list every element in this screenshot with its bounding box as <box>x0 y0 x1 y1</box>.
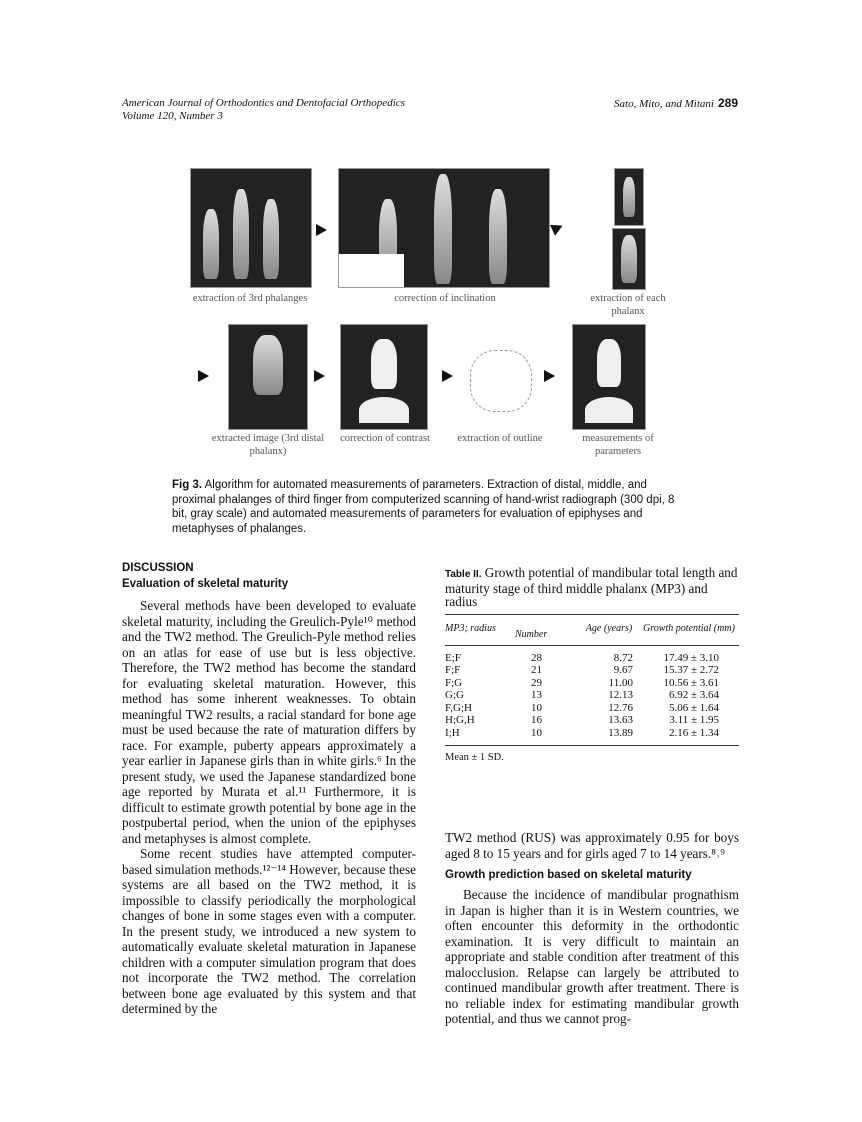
section-heading: DISCUSSION <box>122 562 194 574</box>
subsection-heading: Evaluation of skeletal maturity <box>122 578 289 590</box>
journal-title: American Journal of Orthodontics and Dentofacial Orthopedics <box>122 97 405 109</box>
figure-panel-phalanges <box>190 168 312 288</box>
figure-label: extracted image (3rd distal phalanx) <box>211 433 325 457</box>
table-cell: 5.06 ± 1.64 <box>668 701 719 714</box>
figure-panel-extracted <box>228 324 308 430</box>
journal-volume: Volume 120, Number 3 <box>122 110 223 122</box>
col-header: Number <box>515 628 548 640</box>
figure-label: extraction of each phalanx <box>590 293 666 317</box>
table-ii <box>445 566 739 763</box>
table-cell: F;G <box>445 676 463 689</box>
left-column <box>122 560 416 1017</box>
table-cell: 13.63 <box>608 714 633 726</box>
paragraph: Several methods have been developed to evaluate skeletal maturity, including the Greulich-Pyle¹⁰ method and the TW2 method. The Greulich-Pyle method relies on an atlas for ease of use but is less objective. Therefore, the TW2 method has become the standard for evaluating skeletal maturation. However, this method has some inherent weaknesses. To obtain meaningful TW2 results, a racial standard for bone age must be used because the rate of maturation differs by race. For example, puberty appears approximately a year earlier in Japanese girls than in white girls.⁶ In the present study, we used the Japanese standardized bone age reported by Murata et al.¹¹ Furthermore, it is difficult to estimate growth potential by bone age in the postpubertal period, when the union of the epiphyses and metaphyses is almost complete. <box>122 598 416 846</box>
table-cell: H;G,H <box>445 714 475 726</box>
figure-caption <box>172 478 692 536</box>
table-cell: F,G;H <box>445 701 472 714</box>
figure-panel-contrast <box>340 324 428 430</box>
arrow-icon <box>442 370 453 382</box>
table-cell: 10 <box>531 701 542 714</box>
table-row <box>445 664 739 677</box>
arrow-icon <box>314 370 325 382</box>
figure-outline <box>470 350 532 412</box>
authors: Sato, Mito, and Mitani <box>614 98 714 110</box>
table-cell: 8.72 <box>613 651 633 664</box>
table-cell: 6.92 ± 3.64 <box>668 689 719 701</box>
table-cell: E;F <box>445 651 461 664</box>
table-cell: 10 <box>531 726 542 739</box>
table-cell: 13.89 <box>608 726 633 739</box>
arrow-icon <box>198 370 209 382</box>
table-cell: 11.00 <box>608 676 633 689</box>
arrow-icon <box>550 220 565 236</box>
arrow-icon <box>544 370 555 382</box>
table-cell: G;G <box>445 689 464 701</box>
figure-caption-text: Algorithm for automated measurements of parameters. Extraction of distal, middle, and proximal phalanges of third finger from computerized scanning of hand-wrist radiograph (300 dpi, 8 bit, gray scale) and automated measurements of parameters for evaluation of epiphyses and metaphyses of phalanges. <box>172 479 675 535</box>
figure-label: correction of inclination <box>394 293 496 304</box>
table-row <box>445 727 739 746</box>
table-cell: I;H <box>445 726 460 739</box>
table-caption <box>445 566 739 609</box>
table-row <box>445 645 739 664</box>
col-header: Age (years) <box>585 623 633 634</box>
table-row <box>445 677 739 690</box>
running-header-left <box>122 97 405 123</box>
table-cell: 17.49 ± 3.10 <box>663 651 719 664</box>
figure-label: extraction of outline <box>457 433 543 444</box>
right-column <box>445 830 739 1027</box>
figure-panel-phalanx-top <box>614 168 644 226</box>
paragraph: Some recent studies have attempted computer-based simulation methods.¹²⁻¹⁴ However, because these systems are all based on the TW2 method, it is impossible to classify periodically the morphological changes of bone in some stages even with a computer. In the present study, we introduced a new system to automatically evaluate skeletal maturation in Japanese children with a computer simulation program that does not incorporate the TW2 method. The correlation between bone age evaluated by this system and that determined by the <box>122 846 416 1016</box>
table-cell: 12.76 <box>608 701 633 714</box>
table-cell: 3.11 ± 1.95 <box>669 714 719 726</box>
table-cell: 15.37 ± 2.72 <box>663 664 719 676</box>
table-cell: 12.13 <box>608 689 633 701</box>
data-table <box>445 614 739 747</box>
table-label: Table II. <box>445 569 482 580</box>
page-number: 289 <box>717 96 738 110</box>
figure-panel-measurement <box>572 324 646 430</box>
col-header: MP3; radius <box>445 623 496 634</box>
table-row <box>445 702 739 715</box>
col-header: Growth potential (mm) <box>643 623 735 634</box>
table-cell: F;F <box>445 664 461 676</box>
table-title: Growth potential of mandibular total length and maturity stage of third middle phalanx (MP3) and radius <box>445 565 738 609</box>
table-row <box>445 714 739 727</box>
table-cell: 2.16 ± 1.34 <box>668 726 719 739</box>
table-cell: 21 <box>531 664 542 676</box>
table-cell: 29 <box>531 676 542 689</box>
figure-panel-inclination <box>338 168 550 288</box>
table-cell: 13 <box>531 689 542 701</box>
figure-label: correction of contrast <box>340 433 430 444</box>
running-header-right <box>614 97 738 111</box>
paragraph: TW2 method (RUS) was approximately 0.95 for boys aged 8 to 15 years and for girls aged 7 to 14 years.⁸˒⁹ <box>445 830 739 861</box>
table-cell: 28 <box>531 651 542 664</box>
figure-label: measurements of parameters <box>582 433 654 457</box>
table-cell: 10.56 ± 3.61 <box>663 676 719 689</box>
figure-panel-phalanx-bottom <box>612 228 646 290</box>
table-row <box>445 689 739 702</box>
figure-caption-label: Fig 3. <box>172 479 203 491</box>
arrow-icon <box>316 224 327 236</box>
table-footnote: Mean ± 1 SD. <box>445 752 504 763</box>
paragraph: Because the incidence of mandibular prognathism in Japan is higher than it is in Western countries, we often encounter this deformity in the orthodontic examination. It is very difficult to maintain an appropriate and stable condition after treatment of this malocclusion. Relapse can largely be attributed to continued mandibular growth after treatment. There is no reliable index for estimating mandibular growth potential, and thus we cannot prog- <box>445 887 739 1026</box>
figure-label: extraction of 3rd phalanges <box>192 293 308 304</box>
table-cell: 16 <box>531 714 542 726</box>
table-cell: 9.67 <box>613 664 633 676</box>
subsection-heading: Growth prediction based on skeletal maturity <box>445 869 692 881</box>
